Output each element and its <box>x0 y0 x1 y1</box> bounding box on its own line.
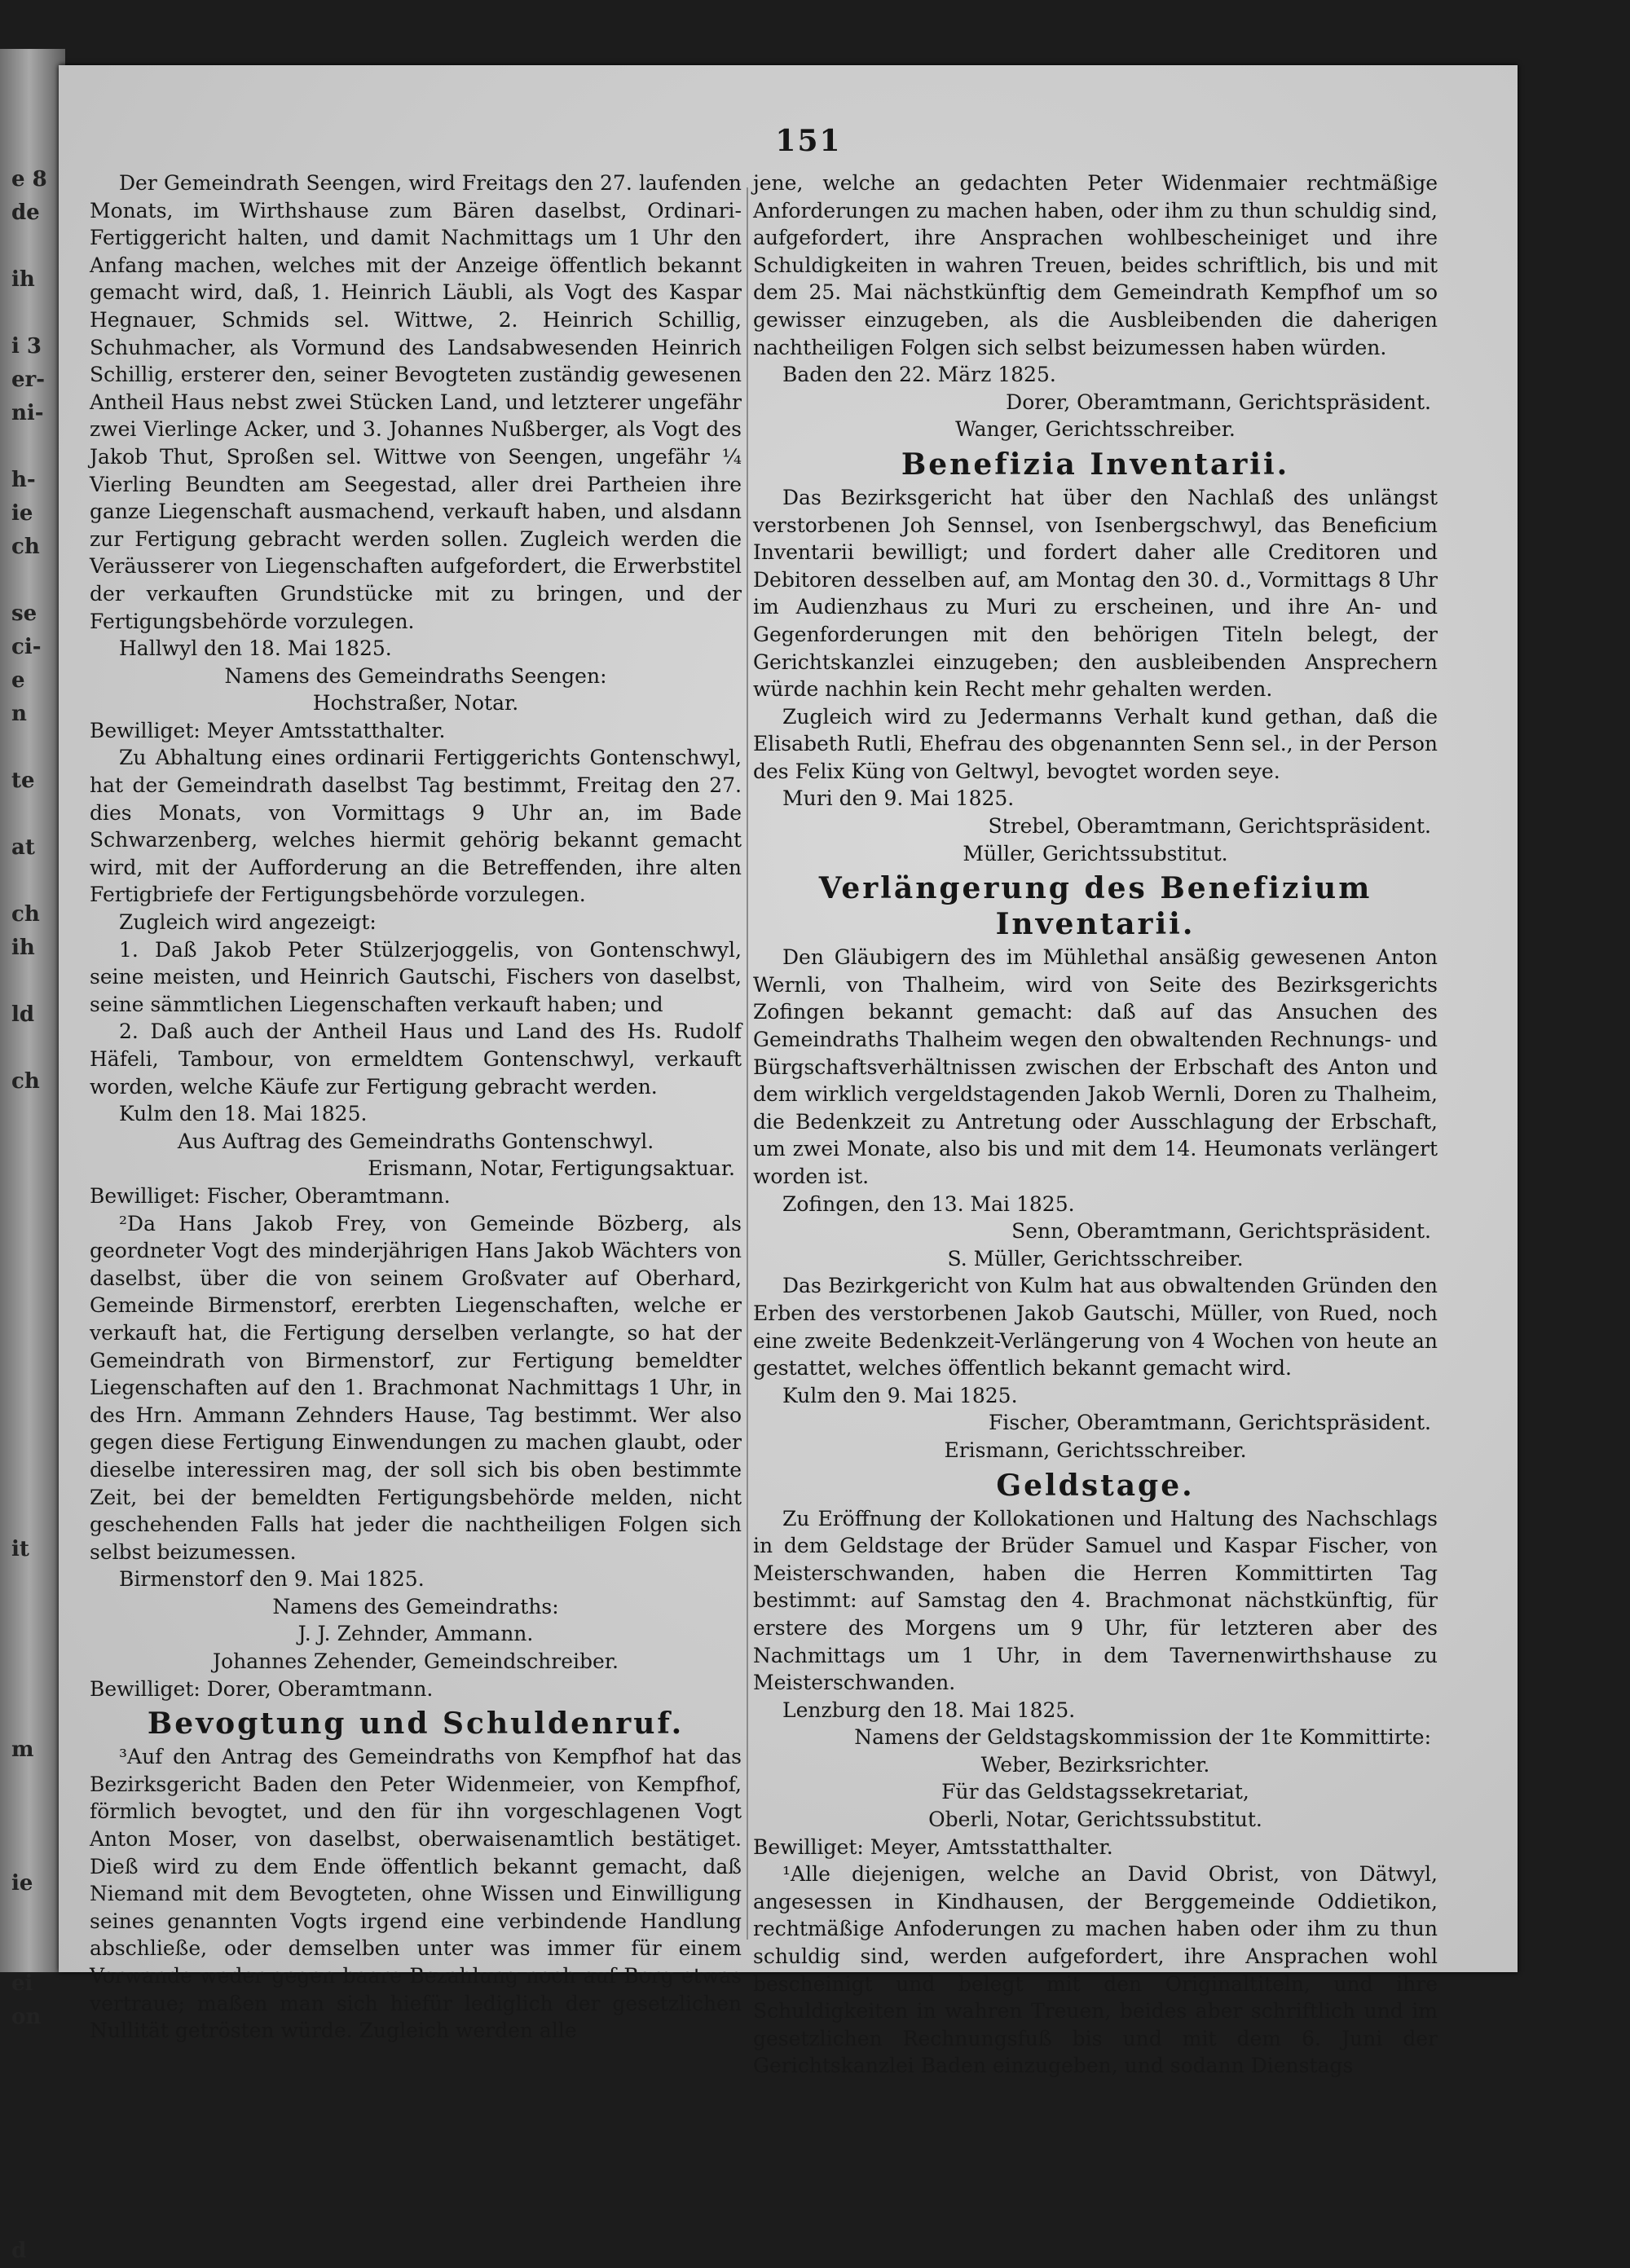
notice-zofingen-schreiber: S. Müller, Gerichtsschreiber. <box>947 1246 1244 1271</box>
notice-kulm-body: Das Bezirkgericht von Kulm hat aus obwaltenden Gründen den Erben des verstorbenen Jakob Gautschi, Müller, von Rued, noch eine zweite Bedenkzeit-Verlängerung von 4 Wochen von heute an gestattet, welches öffentlich bekannt gemacht wird. <box>753 1274 1438 1381</box>
notice-muri-body: Das Bezirksgericht hat über den Nachlaß des unlängst verstorbenen Joh Sennsel, von Isenbergschwyl, das Beneficium Inventarii bewilligt; und fordert daher alle Creditoren und Debitoren desselben auf, am Montag den 30. d., Vormittags 8 Uhr im Audienzhaus zu Muri zu erscheinen, und ihre An- und Gegenforderungen mit den behörigen Titeln belegt, der Gerichtskanzlei einzugeben; den ausbleibenden Ansprechern würde nachhin kein Recht mehr gehalten werden. <box>753 485 1438 702</box>
notice-kempfhof-president: Dorer, Oberamtmann, Gerichtspräsident. <box>1006 390 1431 414</box>
adjacent-left-page <box>0 49 65 2263</box>
notice-zofingen-place-date: Zofingen, den 13. Mai 1825. <box>782 1191 1075 1216</box>
notice-birmenstorf-ammann: J. J. Zehnder, Ammann. <box>297 1622 534 1646</box>
heading-geldstage: Geldstage. <box>996 1468 1195 1503</box>
column-divider <box>747 187 748 1940</box>
notice-muri-body-2: Zugleich wird zu Jedermanns Verhalt kund gethan, daß die Elisabeth Rutli, Ehefrau des obgenannten Senn sel., in der Person des Felix Küng von Geltwyl, bevogtet worden seye. <box>753 704 1438 783</box>
left-page-fragment-text: e 8 de ih i 3 er- ni- h- ie ch se ci- e n te at ch ih ld ch it m ie ei on d <box>11 167 47 2263</box>
notice-kulm-place-date: Kulm den 9. Mai 1825. <box>782 1383 1018 1407</box>
heading-bevogtung: Bevogtung und Schuldenruf. <box>147 1707 685 1742</box>
notice-lenzburg-body: Zu Eröffnung der Kollokationen und Haltung des Nachschlags in dem Geldstage der Brüder Samuel und Kaspar Fischer, von Meisterschwanden, haben die Herren Kommittirten Tag bestimmt: auf Samstag den 4. Brachmonat nächstkünftig, für erstere des Morgens um 9 Uhr, für letzteren aber des Nachmittags um 1 Uhr, in dem Tavernenwirthshause zu Meisterschwanden. <box>753 1506 1438 1695</box>
heading-benefizia: Benefizia Inventarii. <box>901 447 1290 482</box>
notice-birmenstorf-approval: Bewilliget: Dorer, Oberamtmann. <box>90 1676 434 1701</box>
notice-gontenschwyl-place-date: Kulm den 18. Mai 1825. <box>119 1102 368 1126</box>
notice-kempfhof-place-date: Baden den 22. März 1825. <box>782 363 1056 387</box>
newspaper-page <box>59 65 1518 2078</box>
notice-muri-president: Strebel, Oberamtmann, Gerichtspräsident. <box>988 814 1431 839</box>
notice-seengen-notary: Hochstraßer, Notar. <box>312 691 519 716</box>
notice-muri-substitut: Müller, Gerichtssubstitut. <box>963 841 1228 865</box>
notice-birmenstorf-schreiber: Johannes Zehender, Gemeindschreiber. <box>213 1649 619 1674</box>
notice-birmenstorf-signature: Namens des Gemeindraths: <box>272 1594 559 1618</box>
notice-birmenstorf-body: ²Da Hans Jakob Frey, von Gemeinde Bözberg, als geordneter Vogt des minderjährigen Hans Jakob Wächters von daselbst, über die von seinem Großvater auf Oberhard, Gemeinde Birmenstorf, ererbten Liegenschaften, welche er verkauft hat, die Fertigung derselben verlangte, so hat der Gemeindrath von Birmenstorf, zur Fertigung bemeldter Liegenschaften auf den 1. Brachmonat Nachmittags 1 Uhr, in des Hrn. Ammann Zehnders Hause, Tag bestimmt. Wer also gegen diese Fertigung Einwendungen zu machen glaubt, oder dieselbe interessiren mag, der soll sich bis oben bestimmte Zeit, bei der bemeldten Fertigungsbehörde melden, nicht geschehenden Falls hat jeder die nachtheiligen Folgen sich selbst beizumessen. <box>90 1211 742 1564</box>
notice-lenzburg-richter: Weber, Bezirksrichter. <box>980 1752 1210 1777</box>
notice-gontenschwyl-approval: Bewilliget: Fischer, Oberamtmann. <box>90 1183 451 1208</box>
notice-muri-place-date: Muri den 9. Mai 1825. <box>782 786 1015 811</box>
notice-gontenschwyl-item-2: 2. Daß auch der Antheil Haus und Land des Hs. Rudolf Häfeli, Tambour, von ermeldtem Gontenschwyl, verkauft worden, welche Käufe zur Fertigung gebracht werden. <box>90 1019 742 1099</box>
notice-lenzburg-commission: Namens der Geldstagskommission der 1te Kommittirte: <box>854 1725 1431 1750</box>
notice-seengen-signature: Namens des Gemeindraths Seengen: <box>224 663 607 688</box>
notice-seengen-body: Der Gemeindrath Seengen, wird Freitags den 27. laufenden Monats, im Wirthshause zum Bären daselbst, Ordinari-Fertiggericht halten, und damit Nachmittags um 1 Uhr den Anfang machen, welches mit der Anzeige öffentlich bekannt gemacht wird, daß, 1. Heinrich Läubli, als Vogt des Kaspar Hegnauer, Schmids sel. Wittwe, 2. Heinrich Schillig, Schuhmacher, als Vormund des Landsabwesenden Heinrich Schillig, ersterer den, seiner Bevogteten zuständig gewesenen Antheil Haus nebst zwei Stücken Land, und letzterer ungefähr zwei Vierlinge Acker, und 3. Johannes Nußberger, als Vogt des Jakob Thut, Sproßen sel. Wittwe von Seengen, ungefähr ¼ Vierling Beundten am Seegestad, aller drei Partheien ihre ganze Liegenschaft ausmachend, verkauft haben, und alsdann zur Fertigung gebracht werden sollen. Zugleich werden die Veräusserer von Liegenschaften aufgefordert, die Erwerbstitel der verkauften Grundstücke mit zu bringen, und der Fertigungsbehörde vorzulegen. <box>90 171 742 633</box>
notice-gontenschwyl-body: Zu Abhaltung eines ordinarii Fertiggerichts Gontenschwyl, hat der Gemeindrath daselbst Tag bestimmt, Freitag den 27. dies Monats, von Vormittags 9 Uhr an, im Bade Schwarzenberg, welches hiermit gehörig bekannt gemacht wird, mit der Aufforderung an die Betreffenden, ihre alten Fertigbriefe der Fertigungsbehörde vorzulegen. <box>90 746 742 907</box>
notice-lenzburg-sekretariat: Für das Geldstagssekretariat, <box>941 1780 1249 1804</box>
notice-kempfhof-schreiber: Wanger, Gerichtsschreiber. <box>955 417 1236 442</box>
notice-gontenschwyl-item-1: 1. Daß Jakob Peter Stülzerjoggelis, von Gontenschwyl, seine meisten, und Heinrich Gautschi, Fischers von daselbst, seine sämmtlichen Liegenschaften verkauft haben; und <box>90 937 742 1016</box>
right-column <box>753 170 1438 2080</box>
notice-kulm-schreiber: Erismann, Gerichtsschreiber. <box>944 1438 1247 1462</box>
notice-seengen-approval: Bewilliget: Meyer Amtsstatthalter. <box>90 718 446 742</box>
notice-lenzburg-approval: Bewilliget: Meyer, Amtsstatthalter. <box>753 1834 1113 1859</box>
notice-seengen-place-date: Hallwyl den 18. Mai 1825. <box>119 636 392 661</box>
notice-lenzburg-place-date: Lenzburg den 18. Mai 1825. <box>782 1698 1076 1722</box>
notice-birmenstorf-place-date: Birmenstorf den 9. Mai 1825. <box>119 1567 425 1592</box>
heading-verlaengerung: Verlängerung des Benefizium Inventarii. <box>818 871 1372 942</box>
notice-kulm-president: Fischer, Oberamtmann, Gerichtspräsident. <box>988 1411 1431 1435</box>
notice-kempfhof-continued: jene, welche an gedachten Peter Widenmaier rechtmäßige Anforderungen zu machen haben, oder ihm zu thun schuldig sind, aufgefordert, ihre Ansprachen wohlbescheiniget und ihre Schuldigkeiten in wahren Treuen, beides schriftlich, bis und mit dem 25. Mai nächstkünftig dem Gemeindrath Kempfhof um so gewisser einzugeben, als die Ausbleibenden die daherigen nachtheiligen Folgen sich selbst beizumessen haben würden. <box>753 171 1438 359</box>
notice-zofingen-body: Den Gläubigern des im Mühlethal ansäßig gewesenen Anton Wernli, von Thalheim, wird von Seite des Bezirksgerichts Zofingen bekannt gemacht: daß auf das Ansuchen des Gemeindraths Thalheim wegen den obwaltenden Rechnungs- und Bürgschaftsverhältnissen zwischen der Erbschaft des Anton und dem wirklich vergeldstagenden Jakob Wernli, Doren zu Thalheim, die Bedenkzeit zu Antretung oder Ausschlagung der Erbschaft, um zwei Monate, also bis und mit dem 14. Heumonats verlängert worden ist. <box>753 945 1438 1188</box>
page-number: 151 <box>775 124 842 158</box>
left-column <box>90 170 742 2045</box>
notice-baden-body: ¹Alle diejenigen, welche an David Obrist, von Dätwyl, angesessen in Kindhausen, der Berggemeinde Oddietikon, rechtmäßige Anfoderungen zu machen haben oder ihm zu thun schuldig sind, werden aufgefordert, ihre Ansprachen wohl bescheinigt und belegt mit den Originaltiteln, und ihre Schuldigkeiten in wahren Treuen, beides aber schriftlich und im gesetzlichen Rechnungsfuß bis und mit dem 6. Juni der Gerichtskanzlei Baden einzugeben, und sodann Dienstags <box>753 1862 1438 2078</box>
notice-gontenschwyl-signature: Aus Auftrag des Gemeindraths Gontenschwyl. <box>177 1129 654 1153</box>
notice-kempfhof-body: ³Auf den Antrag des Gemeindraths von Kempfhof hat das Bezirksgericht Baden den Peter Widenmeier, von Kempfhof, förmlich bevogtet, und den für ihn vorgeschlagenen Vogt Anton Moser, von daselbst, oberwaisenamtlich bestätiget. Dieß wird zu dem Ende öffentlich bekannt gemacht, daß Niemand mit dem Bevogteten, ohne Wissen und Einwilligung seines genannten Vogts irgend eine verbindende Handlung abschließe, oder demselben unter was immer für einem Vorwande weder gegen baare Bezahlung noch auf Borg etwas vertraue; maßen man sich hiefür lediglich der gesetzlichen Nullität getrösten würde. Zugleich werden alle <box>90 1745 742 2043</box>
notice-gontenschwyl-intro: Zugleich wird angezeigt: <box>119 910 377 935</box>
notice-lenzburg-substitut: Oberli, Notar, Gerichtssubstitut. <box>928 1808 1262 1832</box>
notice-gontenschwyl-notary: Erismann, Notar, Fertigungsaktuar. <box>368 1156 735 1181</box>
notice-zofingen-president: Senn, Oberamtmann, Gerichtspräsident. <box>1011 1219 1431 1244</box>
